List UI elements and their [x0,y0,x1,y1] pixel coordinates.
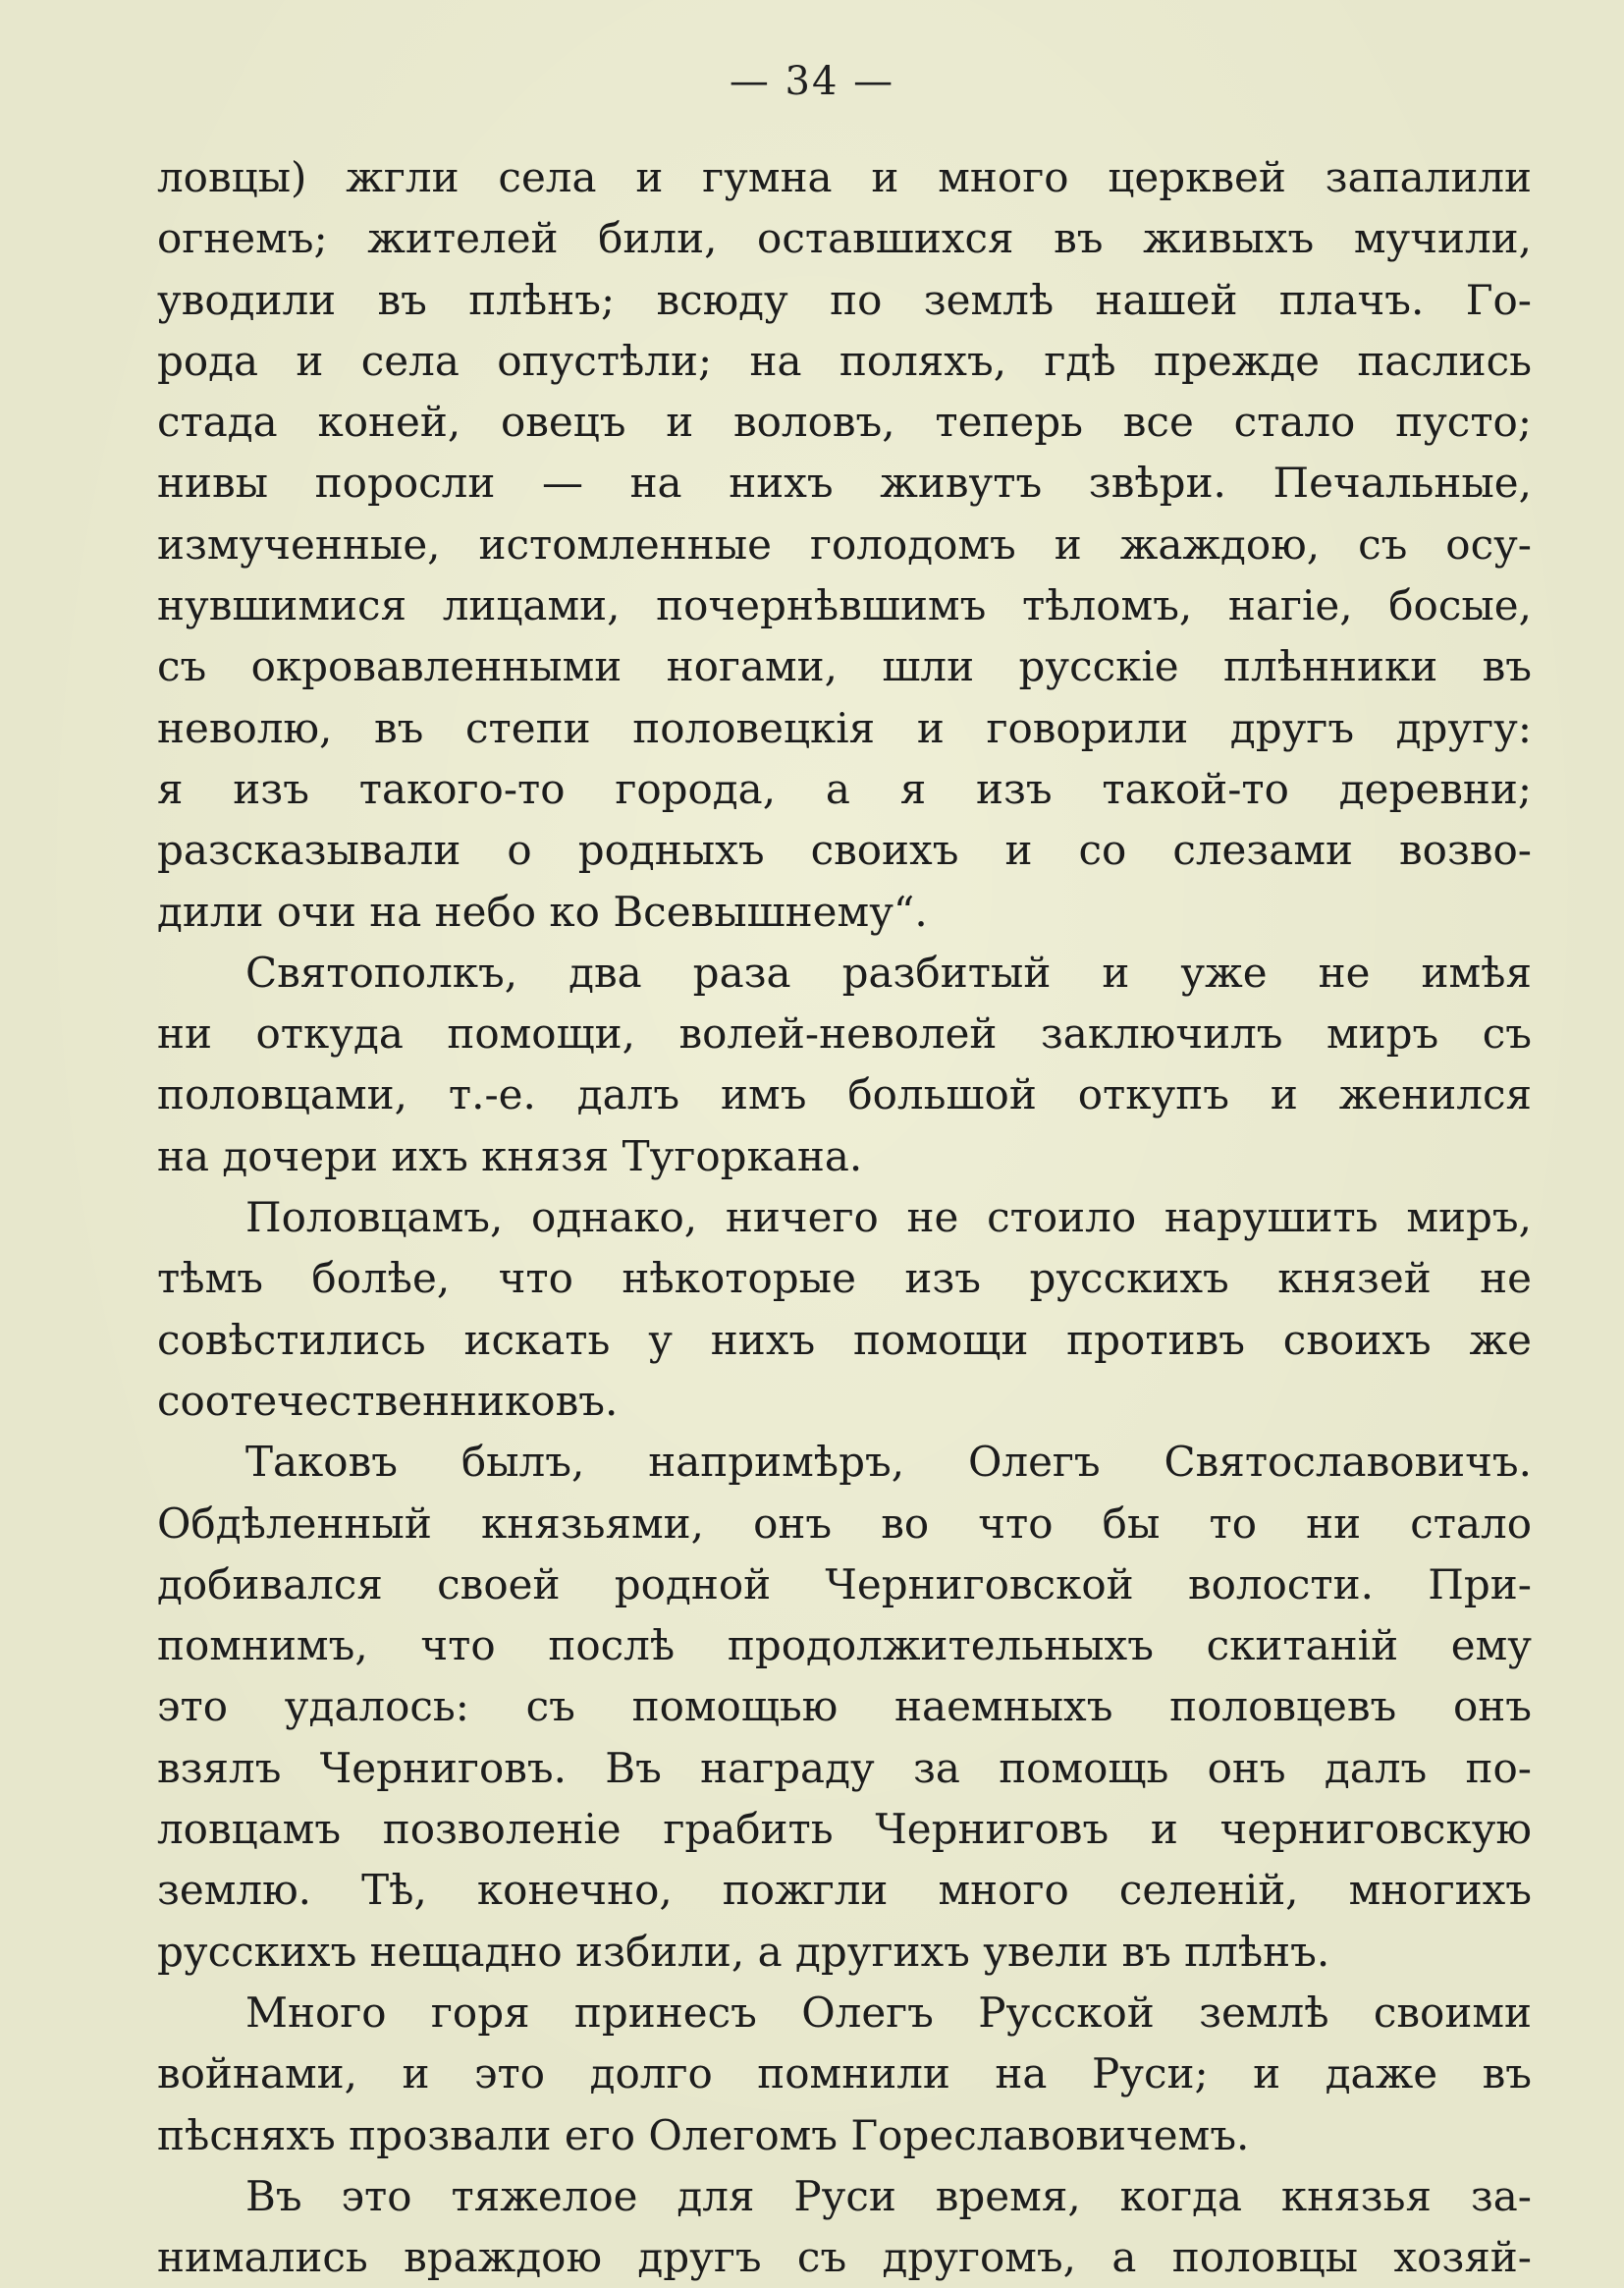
text-line: ловцы) жгли села и гумна и много церквей запалили [157,153,1532,201]
paragraph [157,1983,1532,2166]
text-line: войнами, и это долго помнили на Руси; и даже въ [157,2049,1532,2098]
text-line: нимались враждою другъ съ другомъ, а половцы хозяй- [157,2233,1532,2282]
text-line: ни откуда помощи, волей-неволей заключилъ миръ съ [157,1009,1532,1059]
text-line: нивы поросли — на нихъ живутъ звѣри. Печальные, [157,459,1532,508]
text-line: Много горя принесъ Олегъ Русской землѣ своими [245,1988,1532,2037]
text-line: ловцамъ позволеніе грабить Черниговъ и черниговскую [157,1805,1532,1854]
text-line: дили очи на небо ко Всевышнему“. [157,887,928,936]
text-line: стада коней, овецъ и воловъ, теперь все стало пусто; [157,398,1532,447]
text-line: половцами, т.-е. далъ имъ большой откупъ и женился [157,1070,1532,1119]
paragraph [157,1432,1532,1983]
text-line: тѣмъ болѣе, что нѣкоторые изъ русскихъ князей не [157,1254,1532,1303]
text-line: неволю, въ степи половецкія и говорили другъ другу: [157,703,1532,752]
text-line: добивался своей родной Черниговской волости. При- [157,1559,1532,1608]
body-text [157,147,1532,2288]
text-line: Половцамъ, однако, ничего не стоило нарушить миръ, [245,1193,1532,1242]
text-line: землю. Тѣ, конечно, пожгли много селеній, многихъ [157,1866,1532,1915]
paragraph [157,943,1532,1187]
text-line: Святополкъ, два раза разбитый и уже не имѣя [245,948,1532,997]
text-line: нувшимися лицами, почернѣвшимъ тѣломъ, нагіе, босые, [157,581,1532,630]
text-line: это удалось: съ помощью наемныхъ половцевъ онъ [157,1682,1532,1731]
text-line: я изъ такого-то города, а я изъ такой-то деревни; [157,764,1532,813]
paragraph [157,2166,1532,2288]
text-line: русскихъ нещадно избили, а другихъ увели въ плѣнъ. [157,1927,1330,1976]
text-line: на дочери ихъ князя Тугоркана. [157,1131,863,1180]
page-number: — 34 — [729,59,895,104]
text-line: огнемъ; жителей били, оставшихся въ живыхъ мучили, [157,214,1532,263]
text-line: совѣстились искать у нихъ помощи противъ своихъ же [157,1315,1532,1364]
text-line: рода и села опустѣли; на поляхъ, гдѣ прежде паслись [157,336,1532,385]
text-line: соотечественниковъ. [157,1376,619,1425]
text-line: Таковъ былъ, напримѣръ, Олегъ Святославовичъ. [245,1438,1532,1487]
text-line: пѣсняхъ прозвали его Олегомъ Гореславовичемъ. [157,2110,1250,2159]
text-line: измученные, истомленные голодомъ и жаждою, съ осу- [157,519,1532,569]
text-line: Въ это тяжелое для Руси время, когда князья за- [245,2171,1532,2220]
paragraph [157,1187,1532,1432]
text-line: уводили въ плѣнъ; всюду по землѣ нашей плачъ. Го- [157,275,1532,324]
text-line: разсказывали о родныхъ своихъ и со слезами возво- [157,826,1532,875]
text-line: Обдѣленный князьями, онъ во что бы то ни стало [157,1498,1532,1548]
text-line: помнимъ, что послѣ продолжительныхъ скитаній ему [157,1621,1532,1670]
text-line: съ окровавленными ногами, шли русскіе плѣнники въ [157,642,1532,691]
text-line: взялъ Черниговъ. Въ награду за помощь онъ далъ по- [157,1743,1532,1792]
paragraph [157,147,1532,943]
